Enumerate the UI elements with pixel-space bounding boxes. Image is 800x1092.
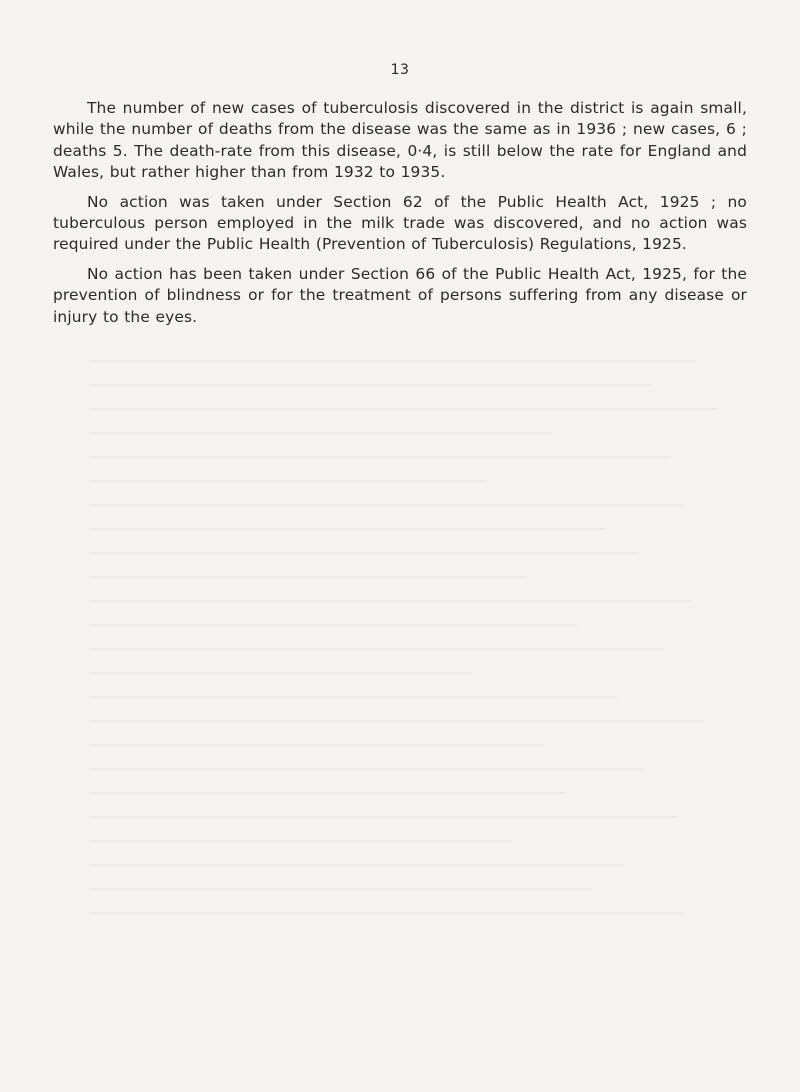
page-number: 13: [390, 62, 410, 78]
paragraph-section-66-action: No action has been taken under Section 66 of the Public Health Act, 1925, for the prevention of blindness or for the treatment of persons suffering from any disease or injury to the eyes.: [53, 264, 747, 326]
paragraph-tuberculosis-cases: The number of new cases of tuberculosis discovered in the district is again small, while the number of deaths from the disease was the same as in 1936 ; new cases, 6 ; deaths 5. The death-rate from this disease, 0·4, is still below the rate for England and Wales, but rather higher than from 1932 to 1935.: [53, 99, 747, 182]
body-text: [53, 98, 747, 336]
show-through-texture: [90, 360, 750, 1000]
paragraph-section-62-action: No action was taken under Section 62 of the Public Health Act, 1925 ; no tuberculous person employed in the milk trade was discovered, and no action was required under the Public Health (Prevention of Tuberculosis) Regulations, 1925.: [53, 192, 747, 254]
